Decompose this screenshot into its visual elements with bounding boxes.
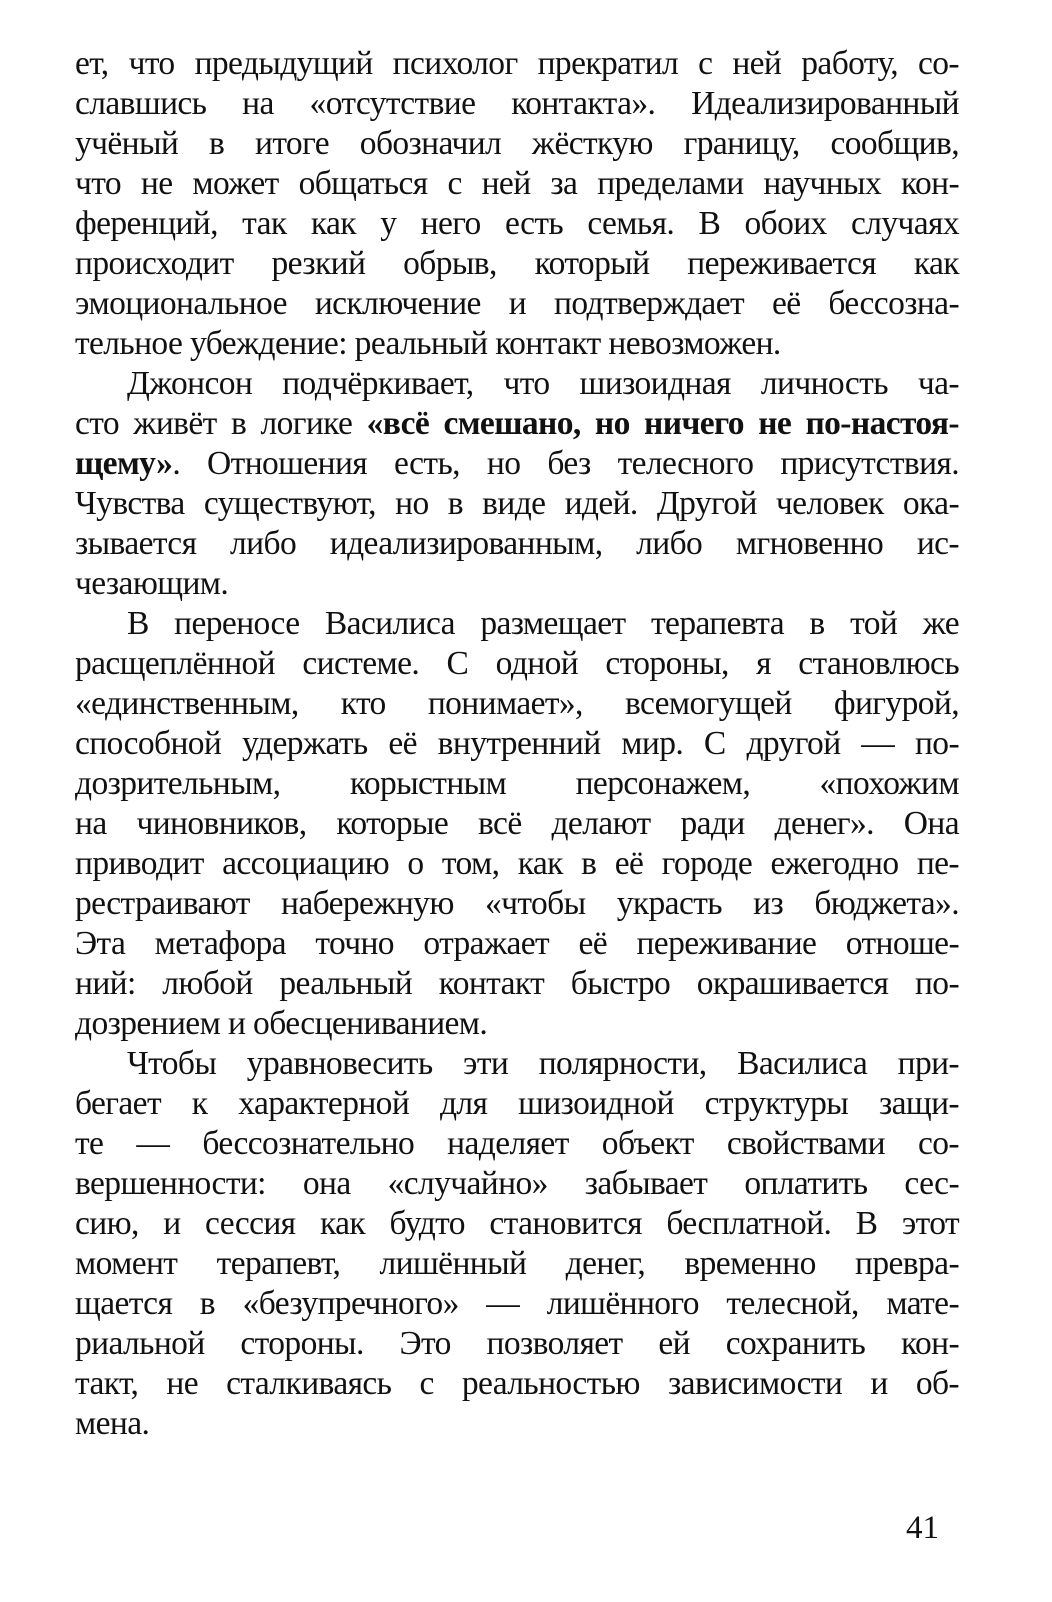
text-segment: Чтобы уравновесить эти полярности, Василиса при- <box>127 1045 959 1082</box>
text-line <box>75 884 959 924</box>
text-line <box>75 964 959 1004</box>
text-line <box>75 1284 959 1324</box>
text-segment: эмоциональное исключение и подтверждает её бессозна- <box>75 285 959 322</box>
text-line <box>75 1124 959 1164</box>
text-line <box>75 1004 959 1044</box>
text-line <box>75 924 959 964</box>
text-line <box>75 1364 959 1404</box>
text-line <box>75 1244 959 1284</box>
text-line <box>75 1324 959 1364</box>
text-line <box>75 724 959 764</box>
text-segment: вершенности: она «случайно» забывает оплатить сес- <box>75 1165 959 1202</box>
text-line <box>75 204 959 244</box>
text-segment: момент терапевт, лишённый денег, временно превра- <box>75 1245 959 1282</box>
text-segment: сию, и сессия как будто становится бесплатной. В этот <box>75 1205 959 1242</box>
text-segment: дозрением и обесцениванием. <box>75 1005 488 1042</box>
text-segment: Чувства существуют, но в виде идей. Другой человек ока- <box>75 485 959 522</box>
text-line <box>75 564 959 604</box>
text-line <box>75 444 959 484</box>
page-number: 41 <box>906 1510 939 1546</box>
text-segment: риальной стороны. Это позволяет ей сохранить кон- <box>75 1325 959 1362</box>
text-line <box>75 164 959 204</box>
text-line <box>75 1164 959 1204</box>
text-segment: «единственным, кто понимает», всемогущей фигурой, <box>75 685 959 722</box>
text-line <box>75 684 959 724</box>
text-segment: тельное убеждение: реальный контакт невозможен. <box>75 325 781 362</box>
text-segment: . Отношения есть, но без телесного присутствия. <box>172 445 959 482</box>
text-line <box>75 644 959 684</box>
text-segment: приводит ассоциацию о том, как в её городе ежегодно пе- <box>75 845 959 882</box>
text-segment: славшись на «отсутствие контакта». Идеализированный <box>75 85 959 122</box>
paragraph <box>75 364 959 604</box>
text-line <box>75 804 959 844</box>
text-line <box>75 324 959 364</box>
text-segment: ний: любой реальный контакт быстро окрашивается по- <box>75 965 959 1002</box>
text-segment: дозрительным, корыстным персонажем, «похожим <box>75 765 959 802</box>
text-segment: те — бессознательно наделяет объект свойствами со- <box>75 1125 959 1162</box>
paragraph <box>75 1044 959 1444</box>
text-segment: ференций, так как у него есть семья. В обоих случаях <box>75 205 959 242</box>
text-line <box>75 284 959 324</box>
text-line <box>75 524 959 564</box>
text-segment: рестраивают набережную «чтобы украсть из бюджета». <box>75 885 959 922</box>
bold-emphasis: «всё смешано, но ничего не по-настоя- <box>366 405 959 442</box>
text-segment: Эта метафора точно отражает её переживание отноше- <box>75 925 959 962</box>
text-segment: чезающим. <box>75 565 229 602</box>
text-line <box>75 124 959 164</box>
text-line <box>75 1204 959 1244</box>
text-line <box>75 604 959 644</box>
text-line <box>75 1044 959 1084</box>
text-segment: такт, не сталкиваясь с реальностью зависимости и об- <box>75 1365 959 1402</box>
text-segment: учёный в итоге обозначил жёсткую границу, сообщив, <box>75 125 959 162</box>
text-segment: мена. <box>75 1405 150 1442</box>
text-segment: сто живёт в логике <box>75 405 367 442</box>
text-segment: расщеплённой системе. С одной стороны, я становлюсь <box>75 645 959 682</box>
book-page-text <box>75 44 959 1444</box>
text-segment: происходит резкий обрыв, который переживается как <box>75 245 959 282</box>
paragraph <box>75 604 959 1044</box>
text-segment: на чиновников, которые всё делают ради денег». Она <box>75 805 959 842</box>
text-segment: щается в «безупречного» — лишённого телесной, мате- <box>75 1285 959 1322</box>
paragraph <box>75 44 959 364</box>
text-segment: Джонсон подчёркивает, что шизоидная личность ча- <box>127 365 959 402</box>
text-segment: В переносе Василиса размещает терапевта в той же <box>127 605 959 642</box>
text-line <box>75 404 959 444</box>
text-line <box>75 364 959 404</box>
text-line <box>75 84 959 124</box>
text-line <box>75 244 959 284</box>
text-segment: зывается либо идеализированным, либо мгновенно ис- <box>75 525 959 562</box>
text-line <box>75 1404 959 1444</box>
bold-emphasis: щему» <box>75 445 173 482</box>
text-segment: что не может общаться с ней за пределами научных кон- <box>75 165 959 202</box>
text-line <box>75 1084 959 1124</box>
text-line <box>75 764 959 804</box>
text-segment: бегает к характерной для шизоидной структуры защи- <box>75 1085 959 1122</box>
text-segment: способной удержать её внутренний мир. С другой — по- <box>75 725 959 762</box>
text-line <box>75 44 959 84</box>
text-line <box>75 844 959 884</box>
text-segment: ет, что предыдущий психолог прекратил с ней работу, со- <box>75 45 959 82</box>
text-line <box>75 484 959 524</box>
